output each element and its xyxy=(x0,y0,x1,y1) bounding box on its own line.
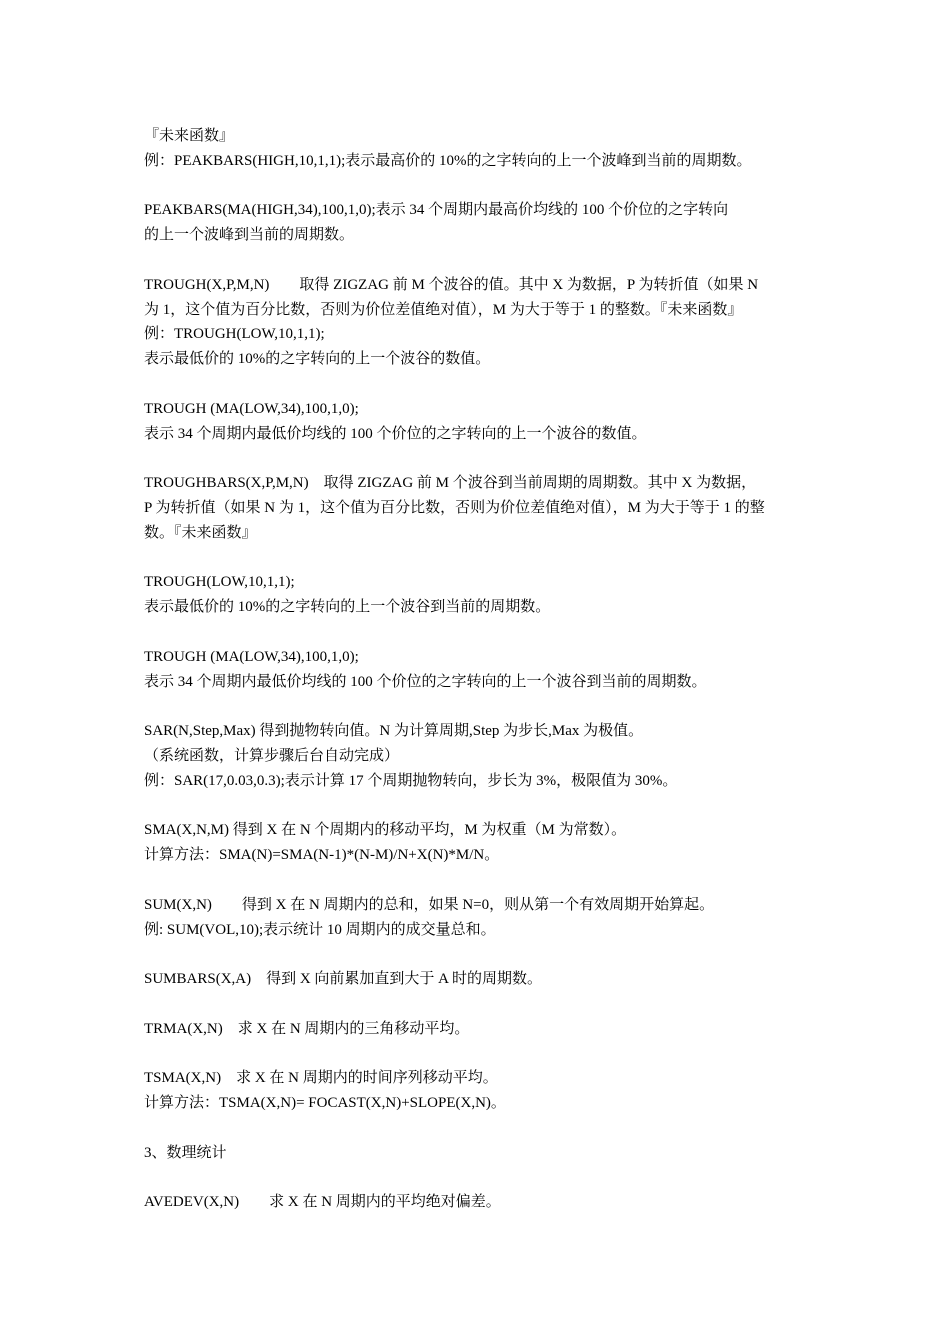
text-line: 计算方法：TSMA(X,N)= FOCAST(X,N)+SLOPE(X,N)。 xyxy=(144,1095,506,1112)
blank-line xyxy=(144,992,824,1017)
text-line: （系统函数，计算步骤后台自动完成） xyxy=(144,747,400,764)
blank-line xyxy=(144,694,824,719)
text-line: 『未来函数』 xyxy=(144,128,235,144)
text-line: TSMA(X,N) 求 X 在 N 周期内的时间序列移动平均。 xyxy=(144,1070,498,1087)
text-line: AVEDEV(X,N) 求 X 在 N 周期内的平均绝对偏差。 xyxy=(144,1194,501,1211)
blank-line xyxy=(144,620,824,645)
text-line: 例：TROUGH(LOW,10,1,1); xyxy=(144,326,325,343)
text-line: 表示最低价的 10%的之字转向的上一个波谷的数值。 xyxy=(144,351,491,368)
text-line: TROUGH(LOW,10,1,1); xyxy=(144,574,295,591)
text-line: TRMA(X,N) 求 X 在 N 周期内的三角移动平均。 xyxy=(144,1020,470,1037)
section-heading: 3、数理统计 xyxy=(144,1144,227,1161)
blank-line xyxy=(144,546,824,571)
text-line: PEAKBARS(MA(HIGH,34),100,1,0);表示 34 个周期内最高价均线的 100 个价位的之字转向 xyxy=(144,202,729,219)
text-line: SMA(X,N,M) 得到 X 在 N 个周期内的移动平均，M 为权重（M 为常数）。 xyxy=(144,822,627,839)
text-line: 表示最低价的 10%的之字转向的上一个波谷到当前的周期数。 xyxy=(144,599,551,616)
text-line: SAR(N,Step,Max) 得到抛物转向值。N 为计算周期,Step 为步长,Max 为极值。 xyxy=(144,723,644,740)
text-line: P 为转折值（如果 N 为 1，这个值为百分比数，否则为价位差值绝对值），M 为大于等于 1 的整 xyxy=(144,499,765,516)
text-line: 例: SUM(VOL,10);表示统计 10 周期内的成交量总和。 xyxy=(144,921,496,938)
text-line: 数。『未来函数』 xyxy=(144,524,257,541)
blank-line xyxy=(144,248,824,273)
blank-line xyxy=(144,446,824,471)
blank-line xyxy=(144,794,824,819)
text-line: 计算方法：SMA(N)=SMA(N-1)*(N-M)/N+X(N)*M/N。 xyxy=(144,847,500,864)
blank-line xyxy=(144,372,824,397)
text-line: TROUGH(X,P,M,N) 取得 ZIGZAG 前 M 个波谷的值。其中 X 为数据，P 为转折值（如果 N xyxy=(144,276,759,293)
text-line: 为 1，这个值为百分比数，否则为价位差值绝对值），M 为大于等于 1 的整数。『未来函数』 xyxy=(144,301,743,318)
text-line: 表示 34 个周期内最低价均线的 100 个价位的之字转向的上一个波谷到当前的周期数。 xyxy=(144,673,707,690)
text-line: TROUGHBARS(X,P,M,N) 取得 ZIGZAG 前 M 个波谷到当前周期的周期数。其中 X 为数据， xyxy=(144,475,757,492)
blank-line xyxy=(144,868,824,893)
text-line: TROUGH (MA(LOW,34),100,1,0); xyxy=(144,400,359,417)
blank-line xyxy=(144,1041,824,1066)
blank-line xyxy=(144,942,824,967)
blank-line xyxy=(144,1165,824,1190)
text-line: 表示 34 个周期内最低价均线的 100 个价位的之字转向的上一个波谷的数值。 xyxy=(144,425,647,442)
blank-line xyxy=(144,1116,824,1141)
text-line: SUMBARS(X,A) 得到 X 向前累加直到大于 A 时的周期数。 xyxy=(144,971,542,988)
text-line: 例：SAR(17,0.03,0.3);表示计算 17 个周期抛物转向，步长为 3%，极限值为 30%。 xyxy=(144,772,678,789)
text-line: 例：PEAKBARS(HIGH,10,1,1);表示最高价的 10%的之字转向的上一个波峰到当前的周期数。 xyxy=(144,152,752,169)
blank-line xyxy=(144,174,824,199)
text-line: 的上一个波峰到当前的周期数。 xyxy=(144,227,355,244)
document-body xyxy=(144,124,824,1215)
text-line: TROUGH (MA(LOW,34),100,1,0); xyxy=(144,648,359,665)
text-line: SUM(X,N) 得到 X 在 N 周期内的总和，如果 N=0，则从第一个有效周期开始算起。 xyxy=(144,896,715,913)
